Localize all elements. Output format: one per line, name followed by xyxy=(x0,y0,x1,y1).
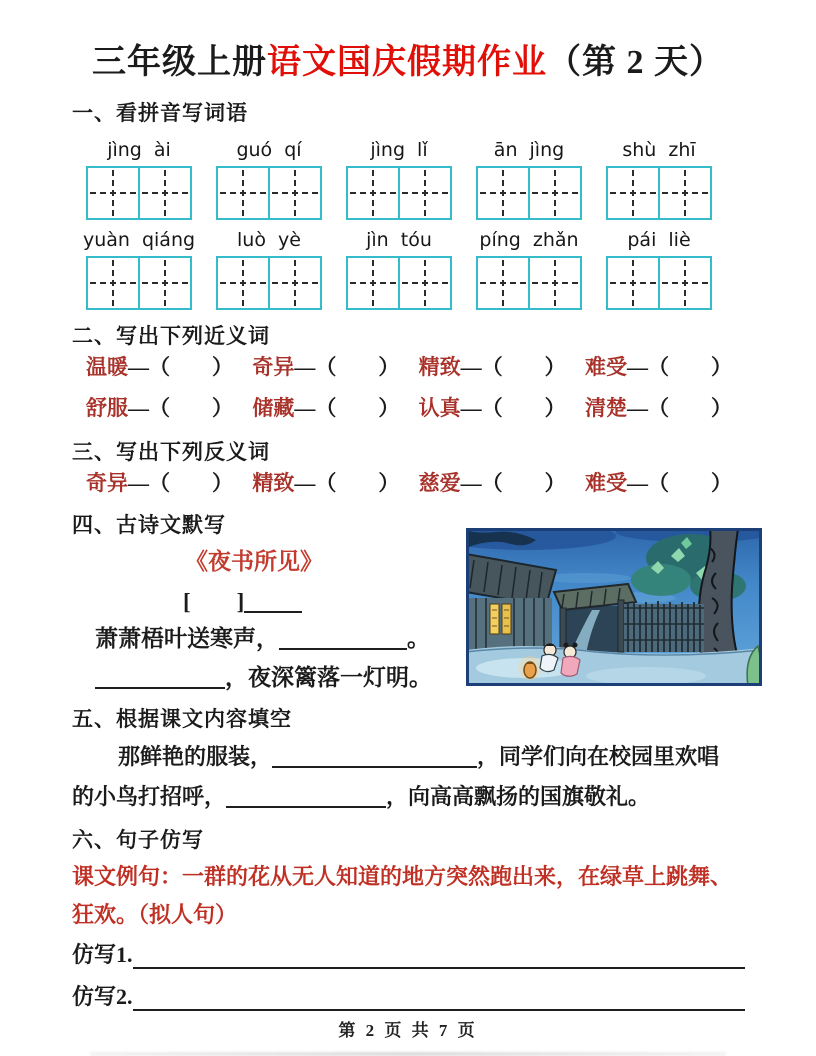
answer-blank xyxy=(133,985,745,1011)
answer-parens: —（ ） xyxy=(460,355,566,379)
answer-blank xyxy=(133,943,745,969)
writing-box xyxy=(346,256,400,310)
writing-grid-pair xyxy=(216,166,322,220)
pinyin-label: jìng ài xyxy=(107,139,171,161)
imitation-label: 仿写2. xyxy=(72,984,133,1009)
writing-grid-pair xyxy=(346,256,452,310)
writing-box xyxy=(138,256,192,310)
fence xyxy=(624,601,704,652)
writing-box xyxy=(606,256,660,310)
writing-box xyxy=(268,166,322,220)
writing-box xyxy=(398,166,452,220)
prompt-word: 精致 xyxy=(418,355,461,379)
word-item xyxy=(419,467,566,497)
writing-grid-pair xyxy=(606,256,712,310)
writing-grid-pair xyxy=(216,256,322,310)
prompt-word: 舒服 xyxy=(86,396,128,420)
pinyin-label: pái liè xyxy=(627,229,691,251)
fill-text: ，同学们向在校园里欢唱 xyxy=(477,744,720,769)
prompt-word: 奇异 xyxy=(86,471,128,495)
title-part-subject: 语文国庆假期作业 xyxy=(267,44,547,81)
pinyin-label: luò yè xyxy=(237,229,301,251)
writing-box xyxy=(528,256,582,310)
answer-parens: —（ ） xyxy=(128,471,233,495)
pinyin-item xyxy=(606,228,712,310)
pinyin-label: guó qí xyxy=(236,139,302,161)
pinyin-item xyxy=(216,228,322,310)
writing-box xyxy=(398,256,452,310)
pinyin-label: ān jìng xyxy=(493,139,565,161)
answer-parens: —（ ） xyxy=(128,396,233,420)
answer-parens: —（ ） xyxy=(294,396,400,420)
writing-box xyxy=(216,256,270,310)
pinyin-item xyxy=(476,138,582,220)
answer-blank xyxy=(95,667,225,689)
prompt-word: 慈爱 xyxy=(418,471,461,495)
poem-text: ，夜深篱落一灯明。 xyxy=(225,665,432,690)
answer-blank xyxy=(279,628,407,650)
word-item xyxy=(419,392,566,422)
pinyin-label: shù zhī xyxy=(622,139,696,161)
imitation-line-1 xyxy=(72,938,745,969)
title-part-grade: 三年级上册 xyxy=(92,44,267,81)
pinyin-item xyxy=(86,138,192,220)
pinyin-label: yuàn qiáng xyxy=(82,229,196,251)
poem-author-line xyxy=(183,583,302,616)
example-sentence-line-2: 狂欢。（拟人句） xyxy=(72,902,238,927)
writing-grid-pair xyxy=(606,166,712,220)
word-item xyxy=(252,392,399,422)
poem-bracket: [ ] xyxy=(183,589,245,614)
writing-box xyxy=(476,256,530,310)
writing-box xyxy=(606,166,660,220)
word-item xyxy=(419,351,566,381)
answer-parens: —（ ） xyxy=(626,355,732,379)
answer-blank xyxy=(244,591,302,613)
word-item xyxy=(252,351,399,381)
section3-heading: 三、写出下列反义词 xyxy=(72,440,270,464)
writing-grid-pair xyxy=(86,166,192,220)
imitation-label: 仿写1. xyxy=(72,942,133,967)
imitation-line-2 xyxy=(72,980,745,1011)
example-sentence-line-1: 课文例句：一群的花从无人知道的地方突然跑出来，在绿草上跳舞、 xyxy=(72,864,733,889)
word-item xyxy=(585,467,732,497)
pinyin-label: jìn tóu xyxy=(366,229,432,251)
answer-parens: —（ ） xyxy=(460,396,566,420)
section5-heading: 五、根据课文内容填空 xyxy=(72,707,292,731)
pinyin-row-1 xyxy=(86,138,712,220)
fill-text: 那鲜艳的服装， xyxy=(118,744,273,769)
writing-box xyxy=(528,166,582,220)
page-number: 第 2 页 共 7 页 xyxy=(338,1021,478,1040)
prompt-word: 精致 xyxy=(252,471,295,495)
fill-line-1 xyxy=(118,740,719,771)
word-item xyxy=(585,392,732,422)
pinyin-item xyxy=(346,138,452,220)
pinyin-label: píng zhǎn xyxy=(479,229,579,251)
poem-title: 《夜书所见》 xyxy=(185,549,323,574)
word-item xyxy=(86,467,233,497)
prompt-word: 难受 xyxy=(584,355,627,379)
title-part-day: （第 2 天） xyxy=(547,44,724,81)
pinyin-item xyxy=(476,228,582,310)
answer-parens: —（ ） xyxy=(626,396,732,420)
fill-text: ，向高高飘扬的国旗敬礼。 xyxy=(386,784,651,809)
answer-parens: —（ ） xyxy=(294,471,400,495)
word-item xyxy=(252,467,399,497)
writing-grid-pair xyxy=(346,166,452,220)
writing-box xyxy=(86,256,140,310)
answer-parens: —（ ） xyxy=(626,471,732,495)
prompt-word: 储藏 xyxy=(252,396,295,420)
poem-text: 萧萧梧叶送寒声， xyxy=(95,626,279,651)
word-item xyxy=(585,351,732,381)
section1-heading: 一、看拼音写词语 xyxy=(72,101,248,125)
pinyin-item xyxy=(82,228,196,310)
poem-text: 。 xyxy=(407,626,430,651)
pinyin-item xyxy=(216,138,322,220)
section4-heading: 四、古诗文默写 xyxy=(72,513,226,537)
pinyin-label: jìng lǐ xyxy=(370,139,428,161)
writing-box xyxy=(216,166,270,220)
prompt-word: 认真 xyxy=(418,396,461,420)
prompt-word: 难受 xyxy=(584,471,627,495)
poem-line-1 xyxy=(95,620,430,653)
word-item xyxy=(86,392,233,422)
word-item xyxy=(86,351,233,381)
answer-parens: —（ ） xyxy=(460,471,566,495)
pinyin-item xyxy=(606,138,712,220)
pinyin-item xyxy=(346,228,452,310)
writing-grid-pair xyxy=(86,256,192,310)
synonym-row-2 xyxy=(86,392,732,422)
lantern xyxy=(518,656,542,680)
writing-box xyxy=(86,166,140,220)
answer-parens: —（ ） xyxy=(294,355,400,379)
prompt-word: 奇异 xyxy=(252,355,295,379)
cottage xyxy=(466,554,556,650)
fill-text: 的小鸟打招呼， xyxy=(72,784,227,809)
poem-illustration xyxy=(466,528,762,686)
answer-blank xyxy=(272,746,477,768)
writing-box xyxy=(658,166,712,220)
writing-box xyxy=(658,256,712,310)
page-title xyxy=(0,34,816,83)
writing-box xyxy=(268,256,322,310)
section2-heading: 二、写出下列近义词 xyxy=(72,324,270,348)
prompt-word: 清楚 xyxy=(584,396,627,420)
writing-grid-pair xyxy=(476,256,582,310)
poem-line-2 xyxy=(95,659,432,692)
prompt-word: 温暖 xyxy=(86,355,128,379)
scan-artifact xyxy=(90,1052,726,1056)
antonym-row xyxy=(86,467,732,497)
writing-box xyxy=(476,166,530,220)
section6-heading: 六、句子仿写 xyxy=(72,828,204,852)
answer-blank xyxy=(226,786,386,808)
fill-line-2 xyxy=(72,780,650,811)
answer-parens: —（ ） xyxy=(128,355,233,379)
synonym-row-1 xyxy=(86,351,732,381)
writing-box xyxy=(138,166,192,220)
writing-box xyxy=(346,166,400,220)
pinyin-row-2 xyxy=(82,228,712,310)
writing-grid-pair xyxy=(476,166,582,220)
